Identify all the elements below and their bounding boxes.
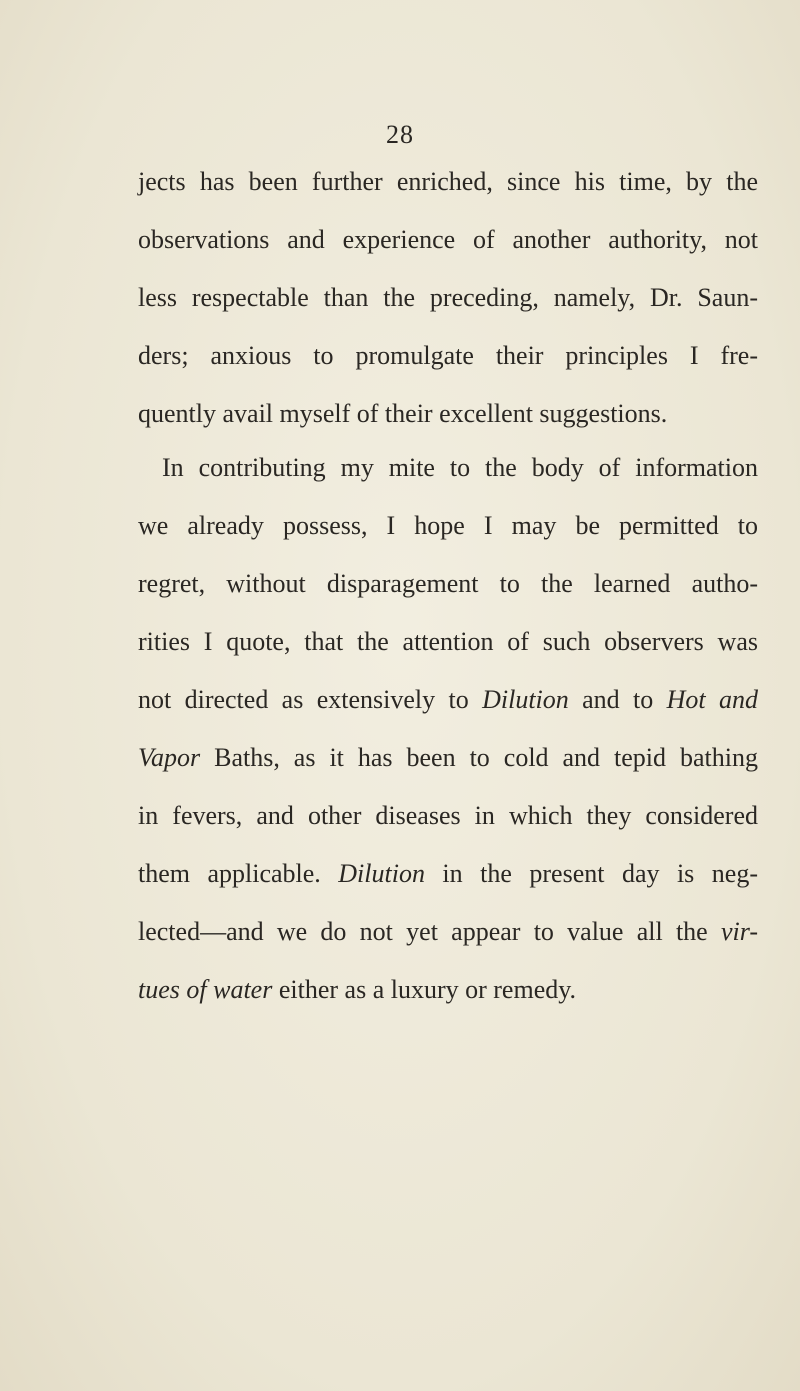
italic-text: vir-	[720, 917, 758, 946]
text-run: not directed as extensively to	[138, 685, 483, 714]
text-line: In contributing my mite to the body of information	[162, 453, 758, 482]
text-line	[138, 845, 758, 903]
text-run: them applicable.	[138, 859, 339, 888]
text-line: in fevers, and other diseases in which they considered	[138, 801, 758, 830]
text-line: rities I quote, that the attention of such observers was	[138, 627, 758, 656]
text-run: Baths, as it has been to cold and tepid bathing	[200, 743, 758, 772]
paragraph-1	[138, 153, 758, 443]
text-line: jects has been further enriched, since his time, by the	[138, 167, 758, 196]
paragraph-2	[138, 439, 758, 1019]
text-line: observations and experience of another authority, not	[138, 225, 758, 254]
text-run: in the present day is neg-	[424, 859, 758, 888]
text-run: lected—and we do not yet appear to value all the	[138, 917, 721, 946]
text-run: and to	[568, 685, 667, 714]
italic-text: Hot and	[666, 685, 759, 714]
text-line	[138, 671, 758, 729]
text-line: less respectable than the preceding, namely, Dr. Saun-	[138, 283, 758, 312]
italic-text: tues of water	[138, 975, 273, 1004]
italic-text: Vapor	[138, 743, 201, 772]
italic-text: Dilution	[338, 859, 425, 888]
text-line: we already possess, I hope I may be permitted to	[138, 511, 758, 540]
text-run: either as a luxury or remedy.	[272, 975, 577, 1004]
text-line: ders; anxious to promulgate their principles I fre-	[138, 341, 758, 370]
page-number: 28	[386, 120, 414, 149]
text-line: quently avail myself of their excellent suggestions.	[138, 399, 668, 428]
text-line: regret, without disparagement to the learned autho-	[138, 569, 758, 598]
text-line	[138, 729, 758, 787]
text-line	[138, 903, 758, 961]
italic-text: Dilution	[482, 685, 569, 714]
text-line	[138, 961, 758, 1019]
